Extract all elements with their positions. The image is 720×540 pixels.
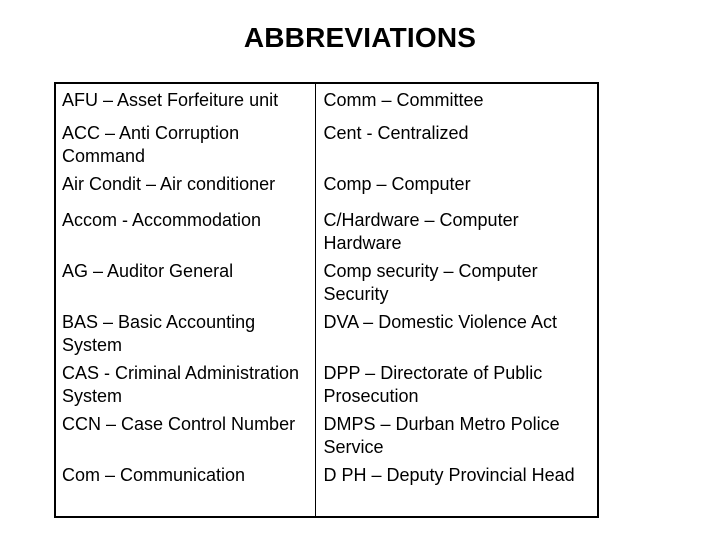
table-row <box>55 117 598 168</box>
abbreviation-cell-right: C/Hardware – Computer Hardware <box>315 204 598 255</box>
page-title: ABBREVIATIONS <box>243 22 477 53</box>
table-row <box>55 408 598 459</box>
abbreviation-cell-left: ACC – Anti Corruption Command <box>62 123 240 166</box>
abbreviation-cell-left: AG – Auditor General <box>62 261 234 281</box>
table-row <box>55 459 598 517</box>
abbreviation-cell-right: Comm – Committee <box>315 83 598 117</box>
abbreviation-cell-left: Accom - Accommodation <box>62 210 262 230</box>
table-row <box>55 357 598 408</box>
abbreviation-cell-right: DVA – Domestic Violence Act <box>315 306 598 357</box>
abbreviation-cell-left: BAS – Basic Accounting System <box>62 312 256 355</box>
table-row <box>55 83 598 117</box>
abbreviation-cell-right: DPP – Directorate of Public Prosecution <box>315 357 598 408</box>
abbreviation-cell-right: Comp – Computer <box>315 168 598 204</box>
abbreviation-cell-right: Cent - Centralized <box>315 117 598 168</box>
abbreviation-cell-left: Air Condit – Air conditioner <box>62 174 276 194</box>
abbreviation-cell-left: Com – Communication <box>62 465 246 485</box>
table-row <box>55 306 598 357</box>
abbreviation-cell-right: Comp security – Computer Security <box>315 255 598 306</box>
abbreviation-cell-right: D PH – Deputy Provincial Head <box>315 459 598 517</box>
abbreviation-cell-left: AFU – Asset Forfeiture unit <box>62 90 279 110</box>
table-row <box>55 168 598 204</box>
table-row <box>55 204 598 255</box>
abbreviation-cell-left: CCN – Case Control Number <box>62 414 296 434</box>
abbreviations-table <box>54 82 599 518</box>
abbreviation-cell-right: DMPS – Durban Metro Police Service <box>315 408 598 459</box>
table-row <box>55 255 598 306</box>
abbreviation-cell-left: CAS - Criminal Administration System <box>62 363 300 406</box>
